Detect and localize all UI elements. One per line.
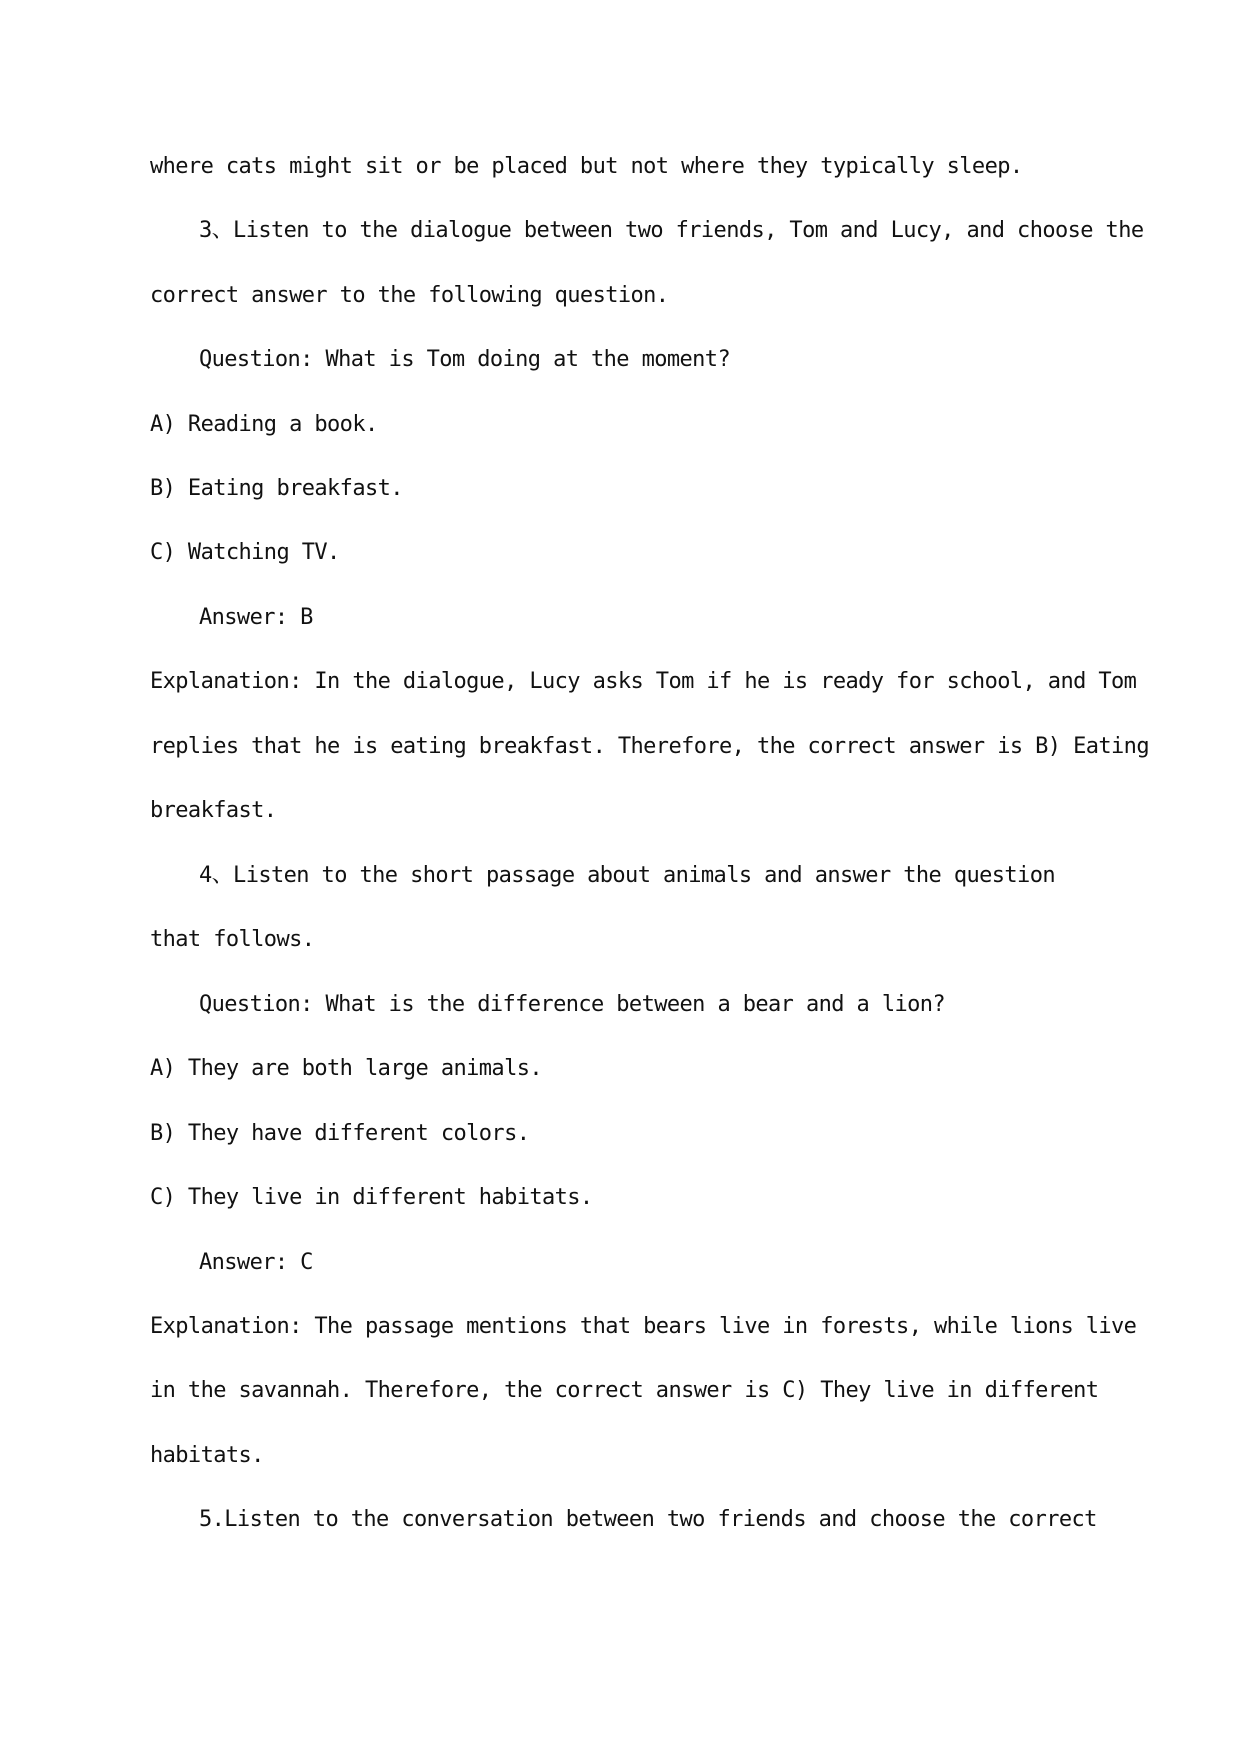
explanation-line: habitats.	[150, 1443, 264, 1468]
question-3-question: Question: What is Tom doing at the moment?	[199, 347, 731, 372]
explanation-line: in the savannah. Therefore, the correct answer is C) They live in different	[150, 1378, 1099, 1403]
text-line: correct answer to the following question.	[150, 283, 669, 308]
text-line: where cats might sit or be placed but not where they typically sleep.	[150, 154, 1023, 179]
question-4-question: Question: What is the difference between a bear and a lion?	[199, 992, 946, 1017]
explanation-line: breakfast.	[150, 798, 277, 823]
option-c: C) They live in different habitats.	[150, 1185, 593, 1210]
explanation-line: replies that he is eating breakfast. Therefore, the correct answer is B) Eating	[150, 734, 1149, 759]
option-b: B) They have different colors.	[150, 1121, 530, 1146]
answer-line: Answer: C	[199, 1250, 313, 1275]
option-c: C) Watching TV.	[150, 540, 340, 565]
text-line: that follows.	[150, 927, 315, 952]
explanation-line: Explanation: In the dialogue, Lucy asks Tom if he is ready for school, and Tom	[150, 669, 1137, 694]
question-3-prompt: 3、Listen to the dialogue between two friends, Tom and Lucy, and choose the	[199, 218, 1144, 243]
answer-line: Answer: B	[199, 605, 313, 630]
option-a: A) They are both large animals.	[150, 1056, 542, 1081]
question-4-prompt: 4、Listen to the short passage about animals and answer the question	[199, 863, 1055, 888]
explanation-line: Explanation: The passage mentions that bears live in forests, while lions live	[150, 1314, 1137, 1339]
question-5-prompt: 5.Listen to the conversation between two friends and choose the correct	[199, 1507, 1097, 1532]
option-b: B) Eating breakfast.	[150, 476, 403, 501]
option-a: A) Reading a book.	[150, 412, 378, 437]
